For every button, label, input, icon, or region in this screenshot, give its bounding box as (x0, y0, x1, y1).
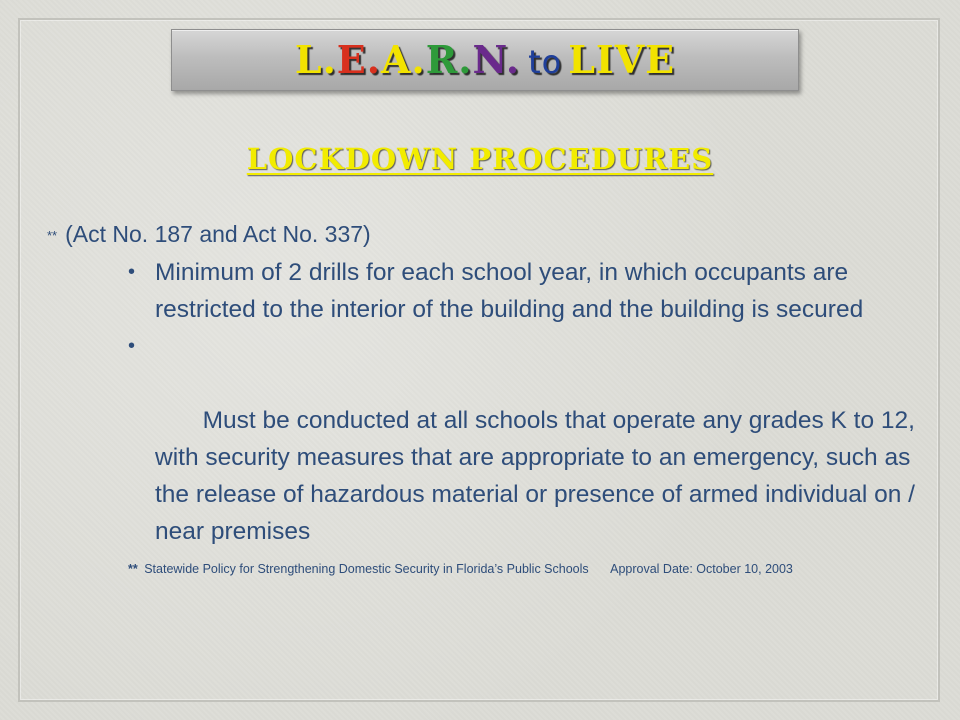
bullet-symbol: • (128, 261, 136, 283)
acts-text: (Act No. 187 and Act No. 337) (65, 221, 371, 247)
bullet-text: Must be conducted at all schools that operate any grades K to 12, with security measures that are appropriate to an emergency, such as the release of hazardous material or presence of armed individual on / near premises (155, 407, 922, 545)
title-letter-l: L. (294, 37, 337, 82)
acts-marker: ** (47, 228, 58, 243)
title-tail: LIVE (568, 37, 676, 82)
list-item (128, 254, 918, 328)
footnote-policy: Statewide Policy for Strengthening Domestic Security in Florida’s Public Schools (144, 562, 589, 576)
footnote-approval: Approval Date: October 10, 2003 (610, 562, 793, 576)
title-letter-e: E. (336, 37, 381, 82)
slide-title (172, 37, 798, 82)
title-banner (171, 29, 799, 91)
title-letter-n: N. (472, 37, 521, 82)
list-item (128, 328, 922, 587)
bullet-list (128, 254, 922, 587)
acts-line (47, 221, 371, 248)
bullet-text: Minimum of 2 drills for each school year, in which occupants are restricted to the interior of the building and the building is secured (155, 259, 864, 323)
footnote (128, 562, 793, 576)
footnote-marker: ** (128, 562, 138, 576)
title-letter-r: R. (425, 37, 473, 82)
section-heading: LOCKDOWN PROCEDURES (246, 142, 714, 176)
title-connector: to (528, 43, 563, 81)
title-letter-a: A. (381, 37, 426, 82)
bullet-symbol: • (128, 335, 136, 357)
